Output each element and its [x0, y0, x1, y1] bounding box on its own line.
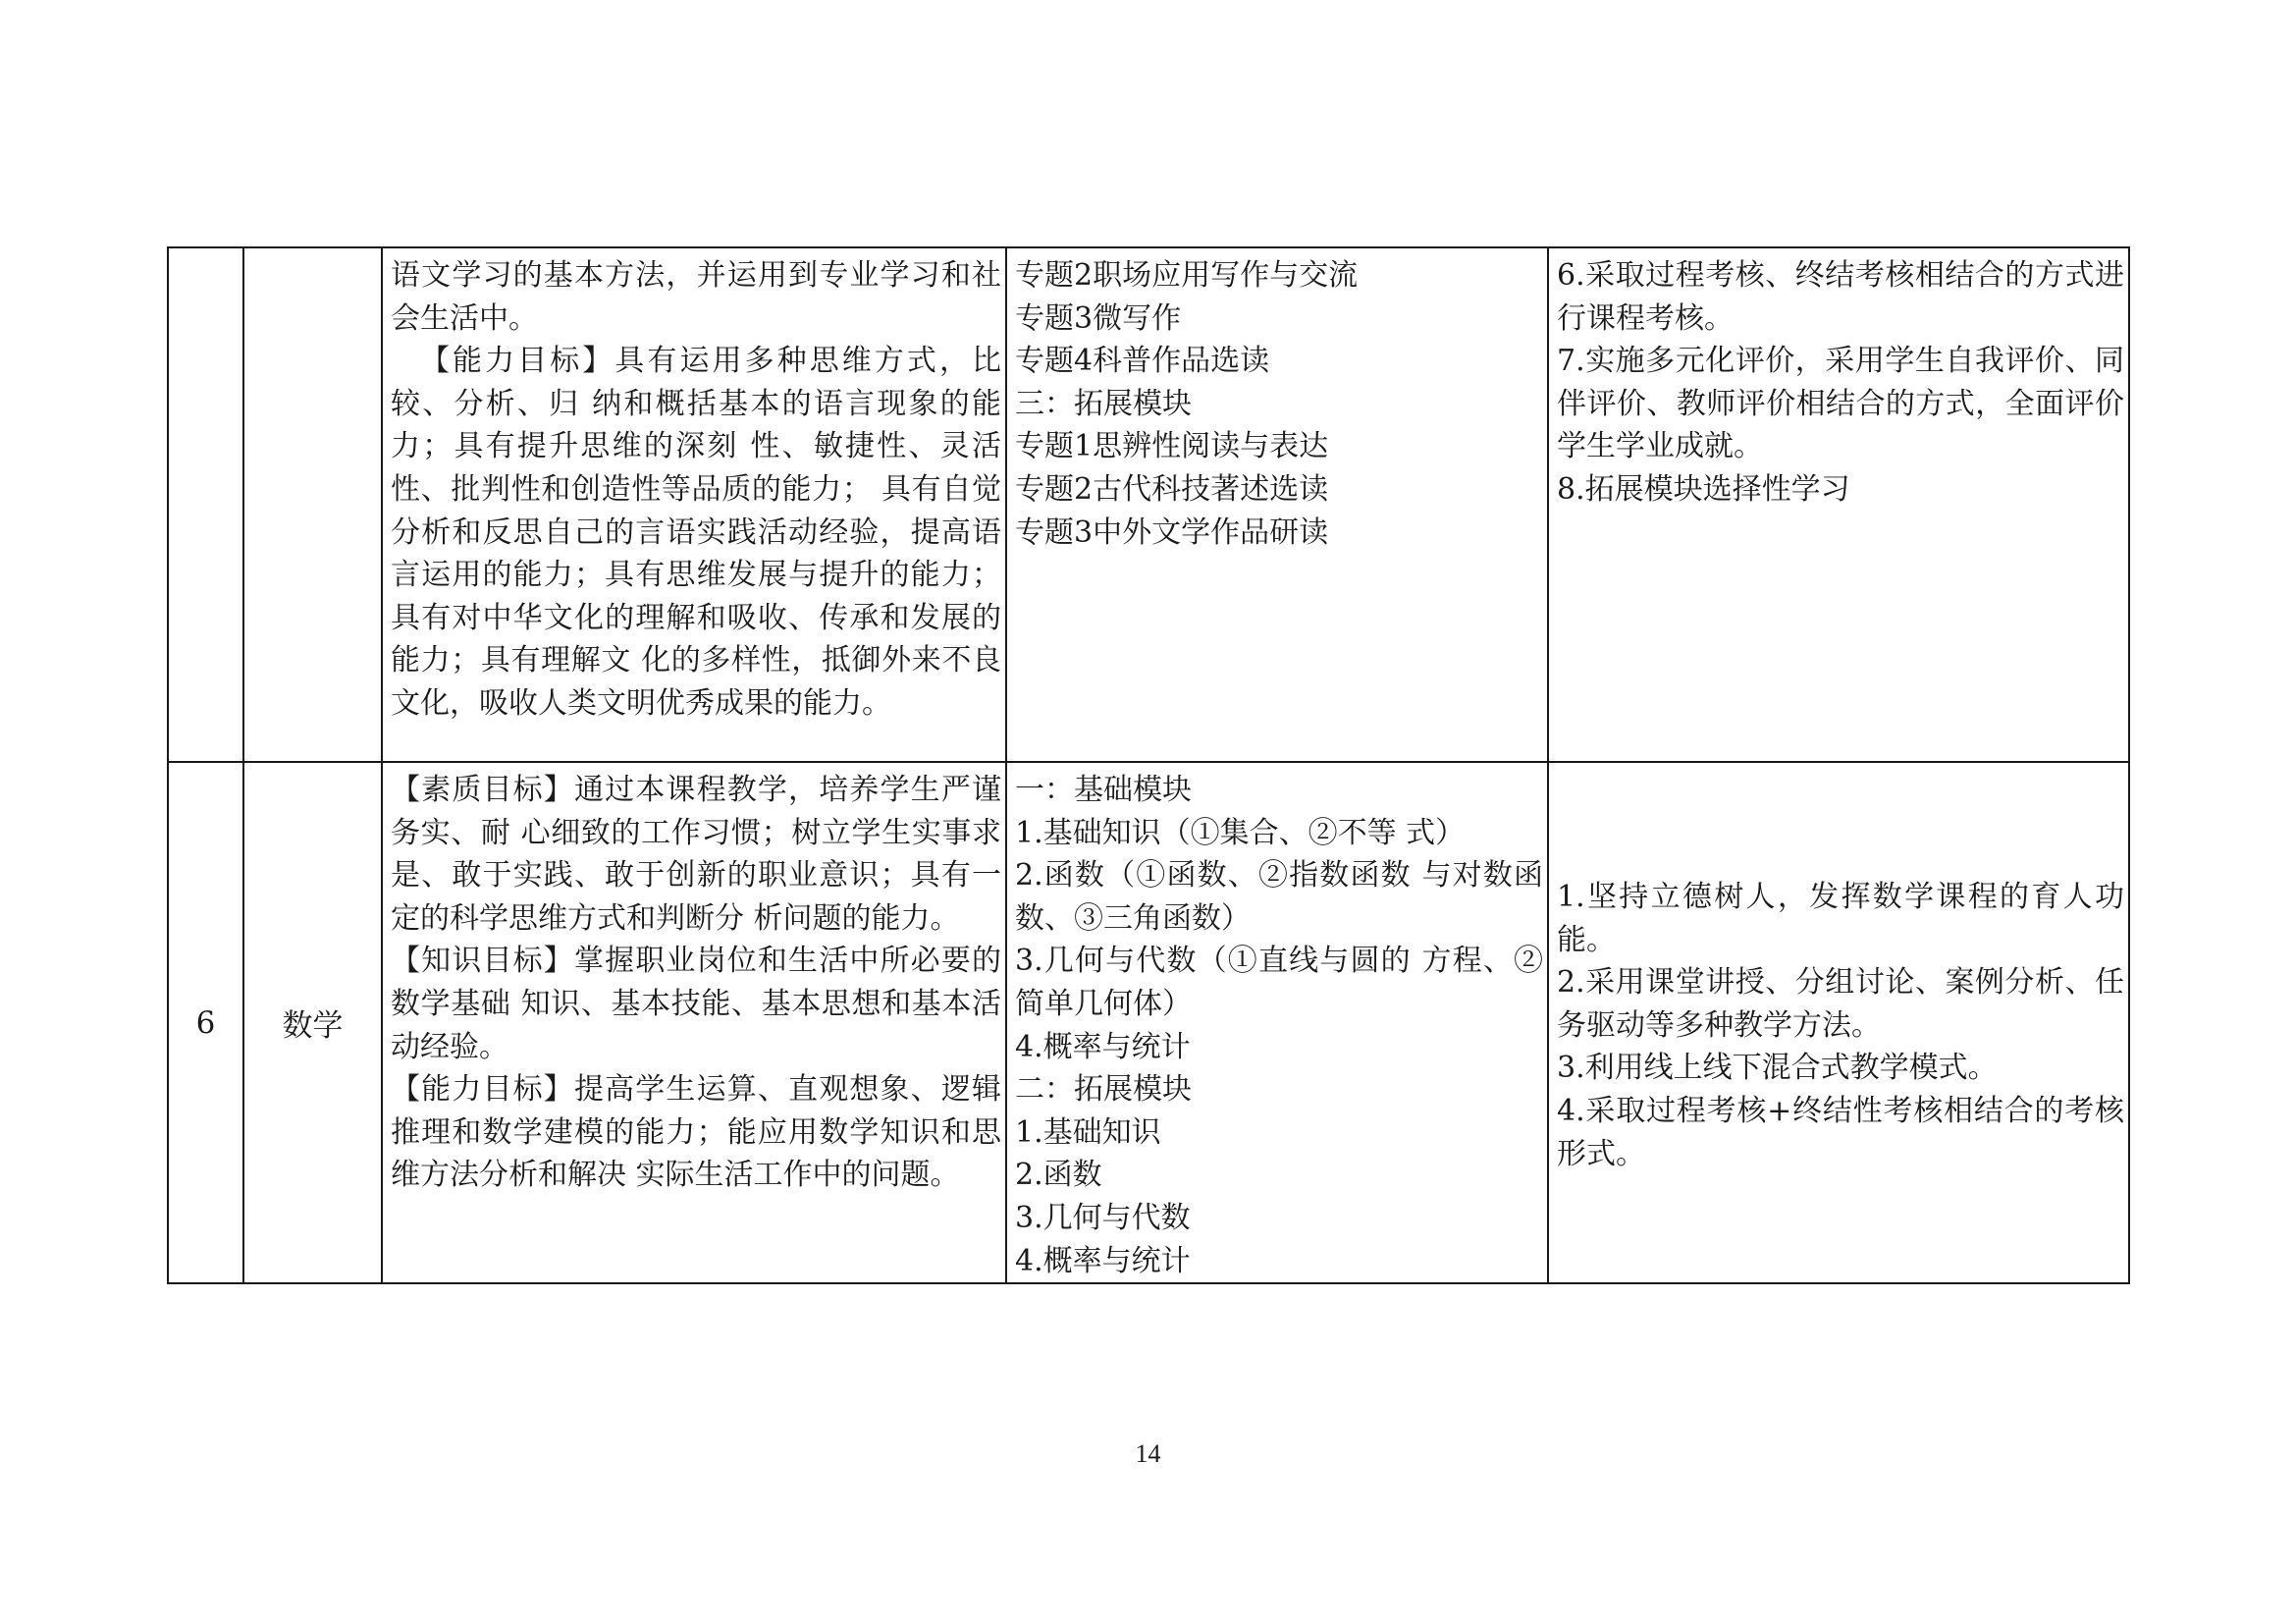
table-row	[168, 247, 2129, 762]
course-name-cell	[243, 762, 382, 1283]
row-index-cell	[168, 762, 243, 1283]
requirement-line: 7.实施多元化评价，采用学生自我评价、同伴评价、教师评价相结合的方式，全面评价学生学业成就。	[1557, 344, 2124, 464]
objective-paragraph: 【能力目标】具有运用多种思维方式，比较、分析、归 纳和概括基本的语言现象的能力；具有提升思维的深刻 性、敏捷性、灵活性、批判性和创造性等品质的能力； 具有自觉分析和反思自己的言语实践活动经验，提高语 言运用的能力；具有思维发展与提升的能力；具有对中华文化的理解和吸收、传承和发展的能力；具有理解文 化的多样性，抵御外来不良文化，吸收人类文明优秀成果的能力。	[391, 344, 1001, 721]
course-name: 数学	[282, 1008, 344, 1045]
content-line: 三：拓展模块	[1015, 386, 1192, 421]
requirement-line: 8.拓展模块选择性学习	[1557, 471, 1850, 507]
objective-paragraph: 【能力目标】提高学生运算、直观想象、逻辑推理和数学建模的能力；能应用数学知识和思维方法分析和解决 实际生活工作中的问题。	[391, 1072, 1001, 1193]
content-line: 一：基础模块	[1015, 773, 1192, 807]
content-line: 专题2职场应用写作与交流	[1015, 258, 1359, 293]
content-line: 专题3微写作	[1015, 300, 1182, 336]
content-line: 2.函数（①函数、②指数函数 与对数函数、③三角函数）	[1015, 858, 1543, 936]
content-line: 专题4科普作品选读	[1015, 344, 1270, 379]
requirements-cell	[1548, 247, 2129, 762]
table-row	[168, 762, 2129, 1283]
objectives-cell	[382, 762, 1006, 1283]
content-cell	[1006, 247, 1548, 762]
content-line: 2.函数	[1015, 1158, 1102, 1193]
requirement-line: 6.采取过程考核、终结考核相结合的方式进行课程考核。	[1557, 258, 2124, 336]
row-index: 6	[195, 1004, 216, 1041]
course-name-cell	[243, 247, 382, 762]
row-index-cell	[168, 247, 243, 762]
content-line: 二：拓展模块	[1015, 1072, 1192, 1108]
objectives-cell	[382, 247, 1006, 762]
content-line: 3.几何与代数	[1015, 1200, 1191, 1235]
content-line: 3.几何与代数（①直线与圆的 方程、②简单几何体）	[1015, 944, 1543, 1021]
content-line: 4.概率与统计	[1015, 1029, 1191, 1064]
page-number: 14	[1135, 1439, 1161, 1468]
requirement-line: 2.采用课堂讲授、分组讨论、案例分析、任务驱动等多种教学方法。	[1557, 965, 2124, 1043]
content-line: 专题1思辨性阅读与表达	[1015, 429, 1329, 464]
content-cell	[1006, 762, 1548, 1283]
content-line: 专题2古代科技著述选读	[1015, 471, 1329, 507]
requirement-line: 4.采取过程考核+终结性考核相结合的考核形式。	[1557, 1093, 2124, 1171]
objective-paragraph: 语文学习的基本方法，并运用到专业学习和社 会生活中。	[391, 258, 1001, 336]
objective-paragraph: 【素质目标】通过本课程教学，培养学生严谨务实、耐 心细致的工作习惯；树立学生实事求是、敢于实践、敢于创新的职业意识；具有一定的科学思维方式和判断分 析问题的能力。	[391, 773, 1001, 936]
content-line: 专题3中外文学作品研读	[1015, 514, 1329, 550]
objective-paragraph: 【知识目标】掌握职业岗位和生活中所必要的数学基础 知识、基本技能、基本思想和基本活动经验。	[391, 944, 1001, 1064]
content-line: 4.概率与统计	[1015, 1243, 1191, 1278]
requirement-line: 1.坚持立德树人，发挥数学课程的育人功能。	[1557, 879, 2124, 957]
requirements-cell	[1548, 762, 2129, 1283]
curriculum-table	[167, 246, 2130, 1284]
content-line: 1.基础知识（①集合、②不等 式）	[1015, 815, 1466, 850]
content-line: 1.基础知识	[1015, 1114, 1161, 1150]
requirement-line: 3.利用线上线下混合式教学模式。	[1557, 1051, 1998, 1086]
